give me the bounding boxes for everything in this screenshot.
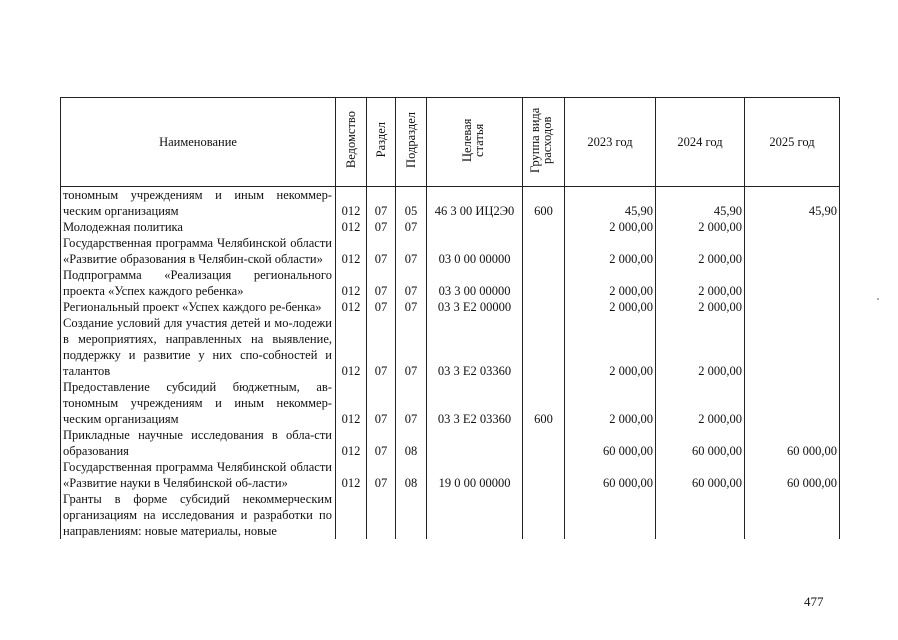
cell-podr: 07 bbox=[396, 299, 427, 315]
cell-cel: 03 3 E2 00000 bbox=[427, 299, 523, 315]
cell-v2023: 2 000,00 bbox=[565, 219, 656, 235]
cell-v2025 bbox=[745, 379, 840, 427]
cell-podr: 07 bbox=[396, 267, 427, 299]
cell-v2023: 45,90 bbox=[565, 187, 656, 220]
cell-razd: 07 bbox=[367, 379, 396, 427]
cell-grp bbox=[523, 219, 565, 235]
cell-v2024: 2 000,00 bbox=[656, 315, 745, 379]
cell-cel: 19 0 00 00000 bbox=[427, 459, 523, 491]
cell-v2025: 45,90 bbox=[745, 187, 840, 220]
table-row bbox=[61, 379, 840, 427]
cell-v2025 bbox=[745, 315, 840, 379]
cell-v2025: 60 000,00 bbox=[745, 459, 840, 491]
cell-v2023: 2 000,00 bbox=[565, 267, 656, 299]
cell-v2024: 2 000,00 bbox=[656, 219, 745, 235]
header-podrazdel: Подраздел bbox=[396, 98, 427, 187]
cell-v2025: 60 000,00 bbox=[745, 427, 840, 459]
cell-ved: 012 bbox=[336, 299, 367, 315]
cell-name: тономным учреждениям и иным некоммер-ческим организациям bbox=[61, 187, 336, 220]
header-2025: 2025 год bbox=[745, 98, 840, 187]
cell-ved bbox=[336, 491, 367, 539]
cell-cel bbox=[427, 219, 523, 235]
header-2023: 2023 год bbox=[565, 98, 656, 187]
table-row bbox=[61, 219, 840, 235]
cell-grp bbox=[523, 459, 565, 491]
cell-grp bbox=[523, 315, 565, 379]
header-name: Наименование bbox=[61, 98, 336, 187]
cell-v2023: 60 000,00 bbox=[565, 427, 656, 459]
cell-v2023: 2 000,00 bbox=[565, 315, 656, 379]
cell-cel: 03 3 00 00000 bbox=[427, 267, 523, 299]
cell-cel bbox=[427, 491, 523, 539]
cell-podr: 05 bbox=[396, 187, 427, 220]
cell-v2024: 2 000,00 bbox=[656, 299, 745, 315]
cell-grp: 600 bbox=[523, 379, 565, 427]
cell-razd bbox=[367, 491, 396, 539]
cell-grp: 600 bbox=[523, 187, 565, 220]
cell-v2023: 60 000,00 bbox=[565, 459, 656, 491]
cell-v2025 bbox=[745, 299, 840, 315]
header-gruppa: Группа вида расходов bbox=[523, 98, 565, 187]
header-2024: 2024 год bbox=[656, 98, 745, 187]
cell-v2025 bbox=[745, 235, 840, 267]
cell-razd: 07 bbox=[367, 219, 396, 235]
table-row bbox=[61, 315, 840, 379]
cell-ved: 012 bbox=[336, 427, 367, 459]
cell-name: Региональный проект «Успех каждого ре-бенка» bbox=[61, 299, 336, 315]
cell-ved: 012 bbox=[336, 187, 367, 220]
cell-name: Молодежная политика bbox=[61, 219, 336, 235]
cell-v2024 bbox=[656, 491, 745, 539]
cell-ved: 012 bbox=[336, 267, 367, 299]
cell-v2024: 2 000,00 bbox=[656, 379, 745, 427]
cell-name: Подпрограмма «Реализация регионального проекта «Успех каждого ребенка» bbox=[61, 267, 336, 299]
cell-podr: 08 bbox=[396, 427, 427, 459]
cell-v2023 bbox=[565, 491, 656, 539]
cell-ved: 012 bbox=[336, 219, 367, 235]
cell-cel: 03 0 00 00000 bbox=[427, 235, 523, 267]
cell-grp bbox=[523, 299, 565, 315]
table-row bbox=[61, 491, 840, 539]
table-row bbox=[61, 459, 840, 491]
table-row bbox=[61, 235, 840, 267]
cell-cel bbox=[427, 427, 523, 459]
cell-grp bbox=[523, 235, 565, 267]
table-header bbox=[61, 98, 840, 187]
cell-v2024: 60 000,00 bbox=[656, 459, 745, 491]
cell-podr: 07 bbox=[396, 315, 427, 379]
cell-name: Государственная программа Челябинской области «Развитие науки в Челябинской об-ласти» bbox=[61, 459, 336, 491]
cell-podr bbox=[396, 491, 427, 539]
table-row bbox=[61, 267, 840, 299]
cell-v2024: 2 000,00 bbox=[656, 267, 745, 299]
cell-name: Предоставление субсидий бюджетным, ав-тономным учреждениям и иным некоммер-ческим организациям bbox=[61, 379, 336, 427]
cell-grp bbox=[523, 491, 565, 539]
cell-grp bbox=[523, 427, 565, 459]
cell-grp bbox=[523, 267, 565, 299]
cell-v2025 bbox=[745, 267, 840, 299]
cell-ved: 012 bbox=[336, 459, 367, 491]
cell-razd: 07 bbox=[367, 315, 396, 379]
cell-name: Государственная программа Челябинской области «Развитие образования в Челябин-ской области» bbox=[61, 235, 336, 267]
header-razdel: Раздел bbox=[367, 98, 396, 187]
cell-razd: 07 bbox=[367, 299, 396, 315]
cell-name: Прикладные научные исследования в обла-сти образования bbox=[61, 427, 336, 459]
cell-podr: 08 bbox=[396, 459, 427, 491]
cell-razd: 07 bbox=[367, 187, 396, 220]
cell-v2023: 2 000,00 bbox=[565, 235, 656, 267]
table-row bbox=[61, 299, 840, 315]
cell-v2024: 2 000,00 bbox=[656, 235, 745, 267]
header-vedomstvo: Ведомство bbox=[336, 98, 367, 187]
cell-v2024: 45,90 bbox=[656, 187, 745, 220]
table-row bbox=[61, 427, 840, 459]
cell-ved: 012 bbox=[336, 379, 367, 427]
cell-podr: 07 bbox=[396, 235, 427, 267]
budget-table bbox=[60, 97, 840, 539]
table-row bbox=[61, 187, 840, 220]
cell-v2025 bbox=[745, 491, 840, 539]
cell-podr: 07 bbox=[396, 379, 427, 427]
cell-name: Гранты в форме субсидий некоммерческим организациям на исследования и разработки по направлениям: новые материалы, новые bbox=[61, 491, 336, 539]
cell-podr: 07 bbox=[396, 219, 427, 235]
cell-v2024: 60 000,00 bbox=[656, 427, 745, 459]
cell-cel: 46 3 00 ИЦ2Э0 bbox=[427, 187, 523, 220]
cell-ved: 012 bbox=[336, 235, 367, 267]
cell-razd: 07 bbox=[367, 459, 396, 491]
cell-cel: 03 3 E2 03360 bbox=[427, 315, 523, 379]
page-number: 477 bbox=[804, 594, 824, 609]
scan-speck bbox=[877, 298, 879, 300]
cell-ved: 012 bbox=[336, 315, 367, 379]
cell-razd: 07 bbox=[367, 235, 396, 267]
table-body bbox=[61, 187, 840, 540]
cell-razd: 07 bbox=[367, 267, 396, 299]
cell-cel: 03 3 E2 03360 bbox=[427, 379, 523, 427]
cell-v2023: 2 000,00 bbox=[565, 299, 656, 315]
cell-v2025 bbox=[745, 219, 840, 235]
cell-v2023: 2 000,00 bbox=[565, 379, 656, 427]
cell-razd: 07 bbox=[367, 427, 396, 459]
cell-name: Создание условий для участия детей и мо-лодежи в мероприятиях, направленных на выявление, поддержку и развитие у них спо-собностей и талантов bbox=[61, 315, 336, 379]
header-celevaya: Целевая статья bbox=[427, 98, 523, 187]
